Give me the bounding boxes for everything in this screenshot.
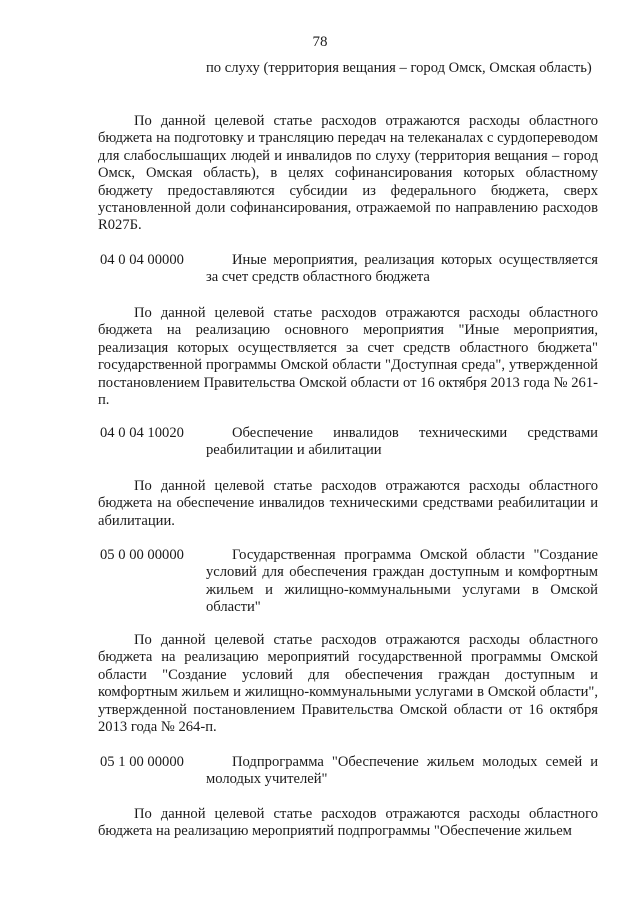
classification-title: Обеспечение инвалидов техническими средствами реабилитации и абилитации bbox=[206, 425, 598, 459]
classification-code: 05 0 00 00000 bbox=[100, 547, 184, 563]
classification-code: 05 1 00 00000 bbox=[100, 754, 184, 770]
paragraph-5: По данной целевой статье расходов отражаются расходы областного бюджета на реализацию мероприятий подпрограммы "Обеспечение жильем bbox=[98, 806, 598, 840]
continuation-text: по слуху (территория вещания – город Омск, Омская область) bbox=[206, 60, 592, 76]
paragraph-3: По данной целевой статье расходов отражаются расходы областного бюджета на обеспечение инвалидов техническими средствами реабилитации и абилитации. bbox=[98, 478, 598, 529]
page-number: 78 bbox=[312, 34, 328, 50]
classification-title: Подпрограмма "Обеспечение жильем молодых семей и молодых учителей" bbox=[206, 754, 598, 788]
paragraph-4: По данной целевой статье расходов отражаются расходы областного бюджета на реализацию мероприятий государственной программы Омской области "Создание условий для обеспечения граждан доступным и комфортным жильем и жилищно-коммунальными услугами в Омской области", утвержденной постановлением Правительства Омской области от 16 октября 2013 года № 264-п. bbox=[98, 632, 598, 736]
paragraph-1: По данной целевой статье расходов отражаются расходы областного бюджета на подготовку и трансляцию передач на телеканалах с сурдопереводом для слабослышащих людей и инвалидов по слуху (территория вещания – город Омск, Омская область), в целях софинансирования которых областному бюджету предоставляются субсидии из федерального бюджета, сверх установленной доли софинансирования, отражаемой по направлению расходов R027Б. bbox=[98, 113, 598, 234]
paragraph-2: По данной целевой статье расходов отражаются расходы областного бюджета на реализацию основного мероприятия "Иные мероприятия, реализация которых осуществляется за счет средств областного бюджета" государственной программы Омской области "Доступная среда", утвержденной постановлением Правительства Омской области от 16 октября 2013 года № 261-п. bbox=[98, 305, 598, 409]
classification-title: Иные мероприятия, реализация которых осуществляется за счет средств областного бюджета bbox=[206, 252, 598, 286]
classification-code: 04 0 04 10020 bbox=[100, 425, 184, 441]
classification-title: Государственная программа Омской области "Создание условий для обеспечения граждан доступным и комфортным жильем и жилищно-коммунальными услугами в Омской области" bbox=[206, 547, 598, 616]
classification-code: 04 0 04 00000 bbox=[100, 252, 184, 268]
